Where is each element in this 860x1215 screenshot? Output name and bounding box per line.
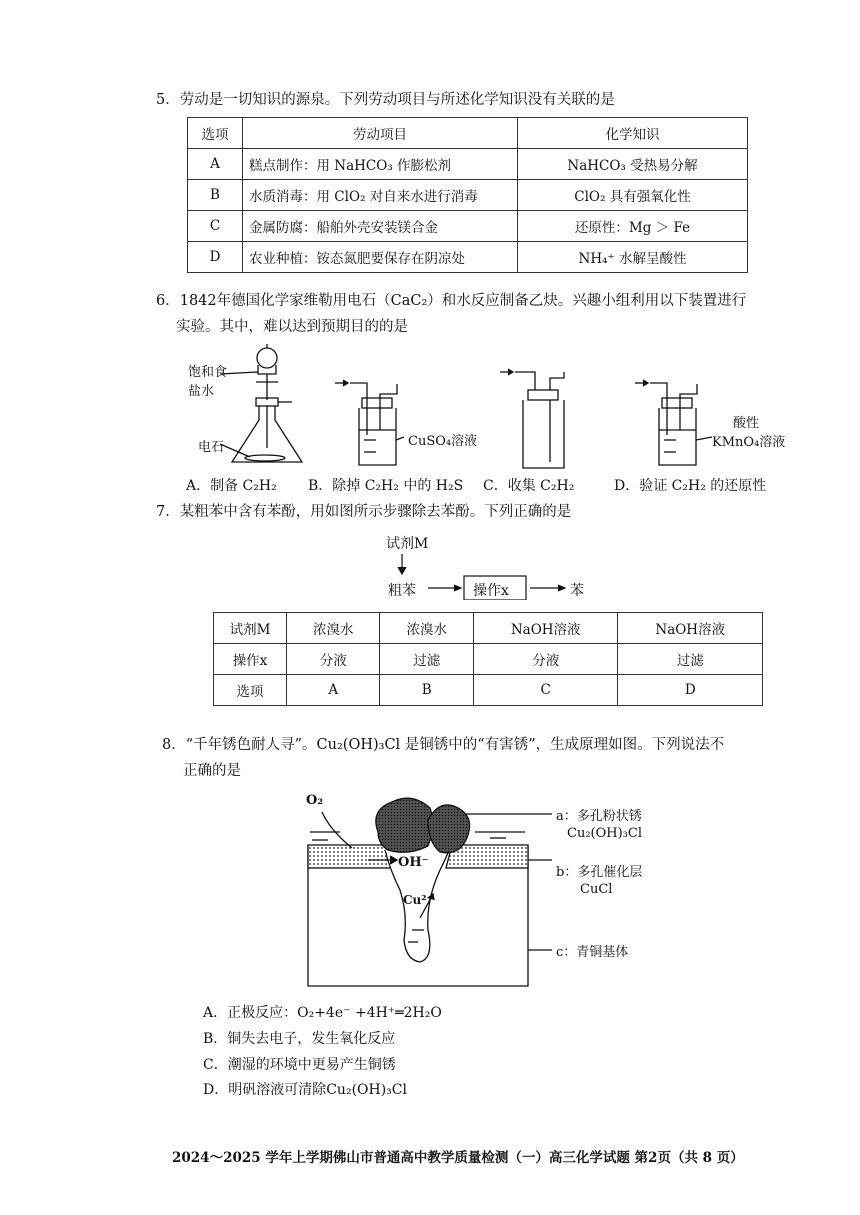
q7-cell-operation-b: 过滤 <box>380 644 473 675</box>
q5-row-a-knowledge: NaHCO₃ 受热易分解 <box>518 149 748 180</box>
q7-flow-operation: 操作x <box>473 583 509 599</box>
q8-option-c: C．潮湿的环境中更易产生铜锈 <box>203 1057 396 1073</box>
q8-label-cu: Cu²⁺ <box>403 893 433 907</box>
table-row <box>214 613 763 644</box>
q7-cell-reagent-label: 试剂M <box>214 613 287 644</box>
q6-apparatus-d <box>635 380 712 465</box>
q6-option-a: A．制备 C₂H₂ <box>186 478 277 494</box>
q7-cell-option-d: D <box>618 675 763 706</box>
q5-row-a-project: 糕点制作：用 NaHCO₃ 作膨松剂 <box>243 149 518 180</box>
q6-option-c: C．收集 C₂H₂ <box>483 478 575 494</box>
q7-flow-diagram <box>380 550 640 600</box>
q7-cell-reagent-d: NaOH溶液 <box>618 613 763 644</box>
q5-row-c-knowledge: 还原性：Mg ＞ Fe <box>518 211 748 242</box>
q7-flow-crude-benzene: 粗苯 <box>388 583 416 599</box>
q8-label-oh: OH⁻ <box>398 855 429 870</box>
q5-row-b-project: 水质消毒：用 ClO₂ 对自来水进行消毒 <box>243 180 518 211</box>
q5-row-b-knowledge: ClO₂ 具有强氧化性 <box>518 180 748 211</box>
q7-cell-reagent-c: NaOH溶液 <box>473 613 618 644</box>
q8-label-o2: O₂ <box>306 793 324 808</box>
q8-option-b: B．铜失去电子，发生氧化反应 <box>203 1031 396 1047</box>
q8-label-b1: b：多孔催化层 <box>556 865 643 880</box>
q7-stem: 7．某粗苯中含有苯酚，用如图所示步骤除去苯酚。下列正确的是 <box>156 504 572 520</box>
q5-row-b-option: B <box>188 180 243 211</box>
q6-apparatus-c <box>500 369 564 468</box>
q6-label-acidic: 酸性 <box>733 416 760 431</box>
table-row <box>214 675 763 706</box>
q7-cell-operation-label: 操作x <box>214 644 287 675</box>
q7-table <box>213 612 763 706</box>
q6-label-brine-2: 盐水 <box>188 384 215 399</box>
q6-apparatus-figure <box>180 340 800 475</box>
q5-row-c-project: 金属防腐：船舶外壳安装镁合金 <box>243 211 518 242</box>
q6-apparatus-b <box>335 380 404 465</box>
table-row <box>188 211 748 242</box>
q8-label-c1: c：青铜基体 <box>556 945 629 960</box>
q8-label-b2: CuCl <box>580 882 613 897</box>
q7-cell-operation-c: 分液 <box>473 644 618 675</box>
table-row <box>214 644 763 675</box>
q5-stem: 5．劳动是一切知识的源泉。下列劳动项目与所述化学知识没有关联的是 <box>156 92 615 108</box>
table-row <box>188 149 748 180</box>
q6-apparatus-a <box>220 344 302 462</box>
q6-label-cuso4: CuSO₄溶液 <box>408 434 478 449</box>
q7-flow-reagent: 试剂M <box>386 536 429 552</box>
q6-option-b: B．除掉 C₂H₂ 中的 H₂S <box>308 478 464 494</box>
q8-stem-line2: 正确的是 <box>183 763 241 779</box>
q6-stem-line1: 6．1842年德国化学家维勒用电石（CaC₂）和水反应制备乙炔。兴趣小组利用以下装置进行 <box>156 293 747 309</box>
q7-cell-option-b: B <box>380 675 473 706</box>
q8-option-a: A．正极反应：O₂+4e⁻ +4H⁺═2H₂O <box>203 1005 442 1021</box>
q7-cell-reagent-a: 浓溴水 <box>287 613 380 644</box>
q8-stem-line1: 8．“千年锈色耐人寻”。Cu₂(OH)₃Cl 是铜锈中的“有害锈”，生成原理如图。下列说法不 <box>162 737 725 753</box>
q5-row-c-option: C <box>188 211 243 242</box>
table-row <box>188 180 748 211</box>
q7-cell-option-c: C <box>473 675 618 706</box>
q7-flow-benzene: 苯 <box>570 583 584 599</box>
q8-rust-diagram <box>300 790 560 990</box>
q6-label-kmno4: KMnO₄溶液 <box>712 435 786 450</box>
q5-row-d-project: 农业种植：铵态氮肥要保存在阴凉处 <box>243 242 518 273</box>
q7-cell-reagent-b: 浓溴水 <box>380 613 473 644</box>
q7-cell-operation-a: 分液 <box>287 644 380 675</box>
q5-header-option: 选项 <box>188 118 243 149</box>
q6-option-d: D．验证 C₂H₂ 的还原性 <box>614 478 767 494</box>
q8-option-d: D．明矾溶液可清除Cu₂(OH)₃Cl <box>203 1082 407 1098</box>
q6-stem-line2: 实验。其中，难以达到预期目的的是 <box>176 319 408 335</box>
q5-row-d-knowledge: NH₄⁺ 水解呈酸性 <box>518 242 748 273</box>
page-footer: 2024～2025 学年上学期佛山市普通高中教学质量检测（一）高三化学试题 第2页（共 8 页） <box>172 1150 744 1166</box>
q7-cell-option-label: 选项 <box>214 675 287 706</box>
q8-label-a2: Cu₂(OH)₃Cl <box>567 826 642 841</box>
q6-label-carbide: 电石 <box>198 440 225 455</box>
q5-row-d-option: D <box>188 242 243 273</box>
q5-table <box>187 117 748 273</box>
q5-header-knowledge: 化学知识 <box>518 118 748 149</box>
q8-label-a1: a：多孔粉状锈 <box>556 809 642 824</box>
table-row <box>188 242 748 273</box>
q6-label-brine: 饱和食 <box>188 365 228 380</box>
q7-cell-operation-d: 过滤 <box>618 644 763 675</box>
q5-header-project: 劳动项目 <box>243 118 518 149</box>
q5-row-a-option: A <box>188 149 243 180</box>
q7-cell-option-a: A <box>287 675 380 706</box>
